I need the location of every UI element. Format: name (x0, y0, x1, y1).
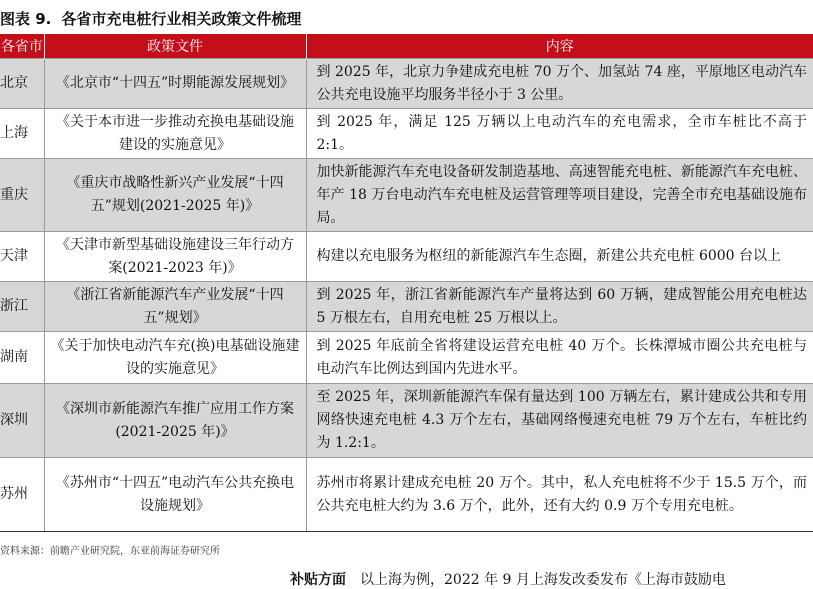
content-cell: 加快新能源汽车充电设备研发制造基地、高速智能充电桩、新能源汽车充电桩、年产 18 万台电动汽车充电桩及运营管理等项目建设，完善全市充电基础设施布局。 (306, 159, 813, 232)
table-row (0, 109, 813, 159)
content-cell: 到 2025 年，满足 125 万辆以上电动汽车的充电需求，全市车桩比不高于 2:1。 (306, 109, 813, 159)
doc-cell: 《关于本市进一步推动充换电基础设施建设的实施意见》 (44, 109, 306, 159)
table-row (0, 384, 813, 458)
table-row (0, 282, 813, 332)
body-text-label: 补贴方面 (290, 572, 346, 588)
header-content: 内容 (306, 34, 813, 59)
content-cell: 至 2025 年，深圳新能源汽车保有量达到 100 万辆左右，累计建成公共和专用网络快速充电桩 4.3 万个左右，基础网络慢速充电桩 79 万个左右，车桩比约为 1.2:1。 (306, 384, 813, 458)
doc-cell: 《深圳市新能源汽车推广应用工作方案(2021-2025 年)》 (44, 384, 306, 458)
doc-cell: 《浙江省新能源汽车产业发展“十四五”规划》 (44, 282, 306, 332)
content-cell: 到 2025 年，北京力争建成充电桩 70 万个、加氢站 74 座，平原地区电动汽车公共充电设施平均服务半径小于 3 公里。 (306, 59, 813, 109)
figure-number: 图表 9. (0, 10, 52, 28)
table-row (0, 332, 813, 384)
content-cell: 到 2025 年底前全省将建设运营充电桩 40 万个。长株潭城市圈公共充电桩与电动汽车比例达到国内先进水平。 (306, 332, 813, 384)
policy-table (0, 34, 813, 532)
doc-cell: 《天津市新型基础设施建设三年行动方案(2021-2023 年)》 (44, 232, 306, 282)
header-doc: 政策文件 (44, 34, 306, 59)
body-text-content: 以上海为例，2022 年 9 月上海发改委发布《上海市鼓励电 (360, 572, 726, 588)
doc-cell: 《关于加快电动汽车充(换)电基础设施建设的实施意见》 (44, 332, 306, 384)
province-cell: 湖南 (0, 332, 44, 384)
province-cell: 浙江 (0, 282, 44, 332)
province-cell: 深圳 (0, 384, 44, 458)
body-text-preview (290, 569, 726, 589)
doc-cell: 《苏州市“十四五”电动汽车公共充换电设施规划》 (44, 458, 306, 532)
table-row (0, 59, 813, 109)
content-cell: 构建以充电服务为枢纽的新能源汽车生态圈，新建公共充电桩 6000 台以上 (306, 232, 813, 282)
doc-cell: 《重庆市战略性新兴产业发展“十四五”规划(2021-2025 年)》 (44, 159, 306, 232)
doc-cell: 《北京市“十四五”时期能源发展规划》 (44, 59, 306, 109)
figure-title-text: 各省市充电桩行业相关政策文件梳理 (61, 10, 302, 28)
source-note: 资料来源：前瞻产业研究院，东亚前海证券研究所 (0, 546, 220, 557)
table-row (0, 159, 813, 232)
table-header-row (0, 34, 813, 59)
province-cell: 苏州 (0, 458, 44, 532)
table-row (0, 458, 813, 532)
province-cell: 上海 (0, 109, 44, 159)
content-cell: 苏州市将累计建成充电桩 20 万个。其中，私人充电桩将不少于 15.5 万个，而公共充电桩大约为 3.6 万个，此外，还有大约 0.9 万个专用充电桩。 (306, 458, 813, 532)
content-cell: 到 2025 年，浙江省新能源汽车产量将达到 60 万辆，建成智能公用充电桩达 5 万根左右，自用充电桩 25 万根以上。 (306, 282, 813, 332)
figure-title (0, 8, 301, 30)
province-cell: 天津 (0, 232, 44, 282)
table-row (0, 232, 813, 282)
province-cell: 重庆 (0, 159, 44, 232)
province-cell: 北京 (0, 59, 44, 109)
header-province: 各省市 (0, 34, 44, 59)
